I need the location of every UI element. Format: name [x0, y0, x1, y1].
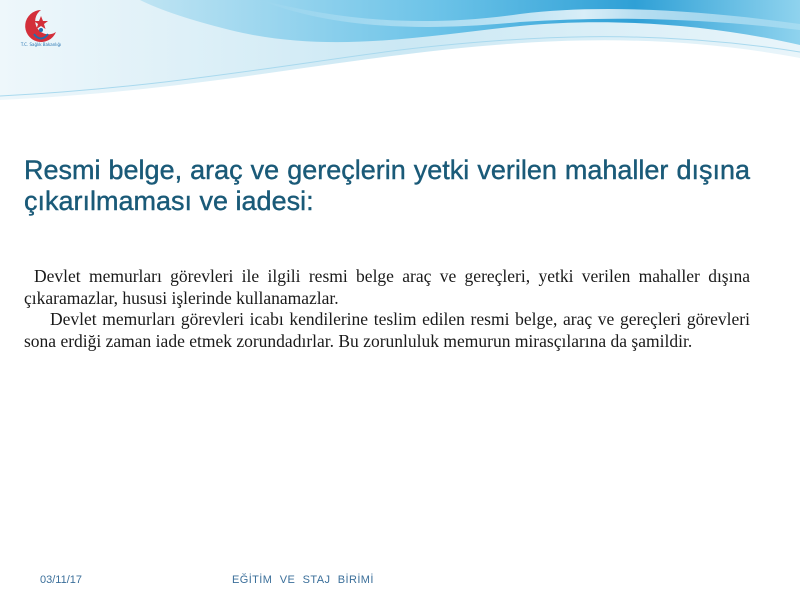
- footer-unit-name: EĞİTİM VE STAJ BİRİMİ: [232, 574, 374, 586]
- slide-body: [24, 266, 750, 352]
- footer-date: 03/11/17: [40, 574, 83, 586]
- body-paragraph-2: Devlet memurları görevleri icabı kendilerine teslim edilen resmi belge, araç ve gereçleri görevleri sona erdiği zaman iade etmek zorundadırlar. Bu zorunluluk memurun mirasçılarına da şamildir.: [24, 309, 750, 351]
- body-paragraph-1: Devlet memurları görevleri ile ilgili resmi belge araç ve gereçleri, yetki verilen mahaller dışına çıkaramazlar, hususi işlerinde kullanamazlar.: [24, 266, 750, 308]
- logo-caption: T.C. Sağlık Bakanlığı: [20, 42, 62, 47]
- header-wave-decoration: [0, 0, 800, 110]
- slide-title: Resmi belge, araç ve gereçlerin yetki verilen mahaller dışına çıkarılmaması ve iadesi:: [24, 155, 750, 216]
- ministry-logo-icon: [12, 6, 70, 68]
